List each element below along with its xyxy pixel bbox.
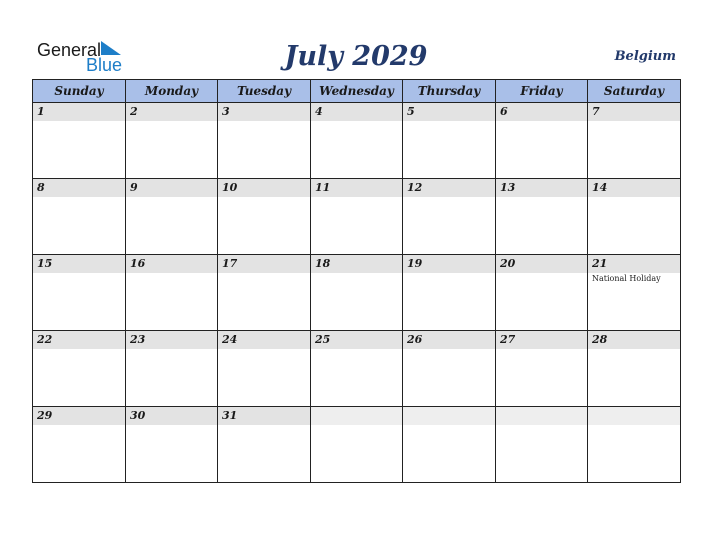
- calendar-title: July 2029: [284, 41, 428, 72]
- day-number: 30: [126, 407, 217, 425]
- day-number: 12: [403, 179, 495, 197]
- day-cell[interactable]: [33, 103, 126, 179]
- day-cell[interactable]: [496, 255, 588, 331]
- day-number: 14: [588, 179, 680, 197]
- day-number: 29: [33, 407, 125, 425]
- day-cell: [403, 407, 496, 483]
- day-number: 2: [126, 103, 217, 121]
- day-cell[interactable]: [403, 255, 496, 331]
- country-label: Belgium: [614, 49, 676, 64]
- day-cell[interactable]: [126, 331, 218, 407]
- holiday-event: National Holiday: [592, 274, 661, 283]
- calendar-grid: [32, 79, 681, 483]
- week-row: [33, 103, 681, 179]
- day-cell[interactable]: [126, 407, 218, 483]
- day-number: 3: [218, 103, 310, 121]
- day-cell[interactable]: [588, 255, 681, 331]
- week-row: [33, 255, 681, 331]
- weekday-header-sunday: Sunday: [33, 80, 126, 103]
- day-cell[interactable]: [311, 103, 403, 179]
- day-number: 31: [218, 407, 310, 425]
- weekday-header-monday: Monday: [126, 80, 218, 103]
- day-number: 4: [311, 103, 402, 121]
- day-cell: [311, 407, 403, 483]
- day-number: 9: [126, 179, 217, 197]
- day-cell[interactable]: [588, 331, 681, 407]
- weekday-header-tuesday: Tuesday: [218, 80, 311, 103]
- day-cell[interactable]: [496, 179, 588, 255]
- day-number: 15: [33, 255, 125, 273]
- day-number: 11: [311, 179, 402, 197]
- day-cell[interactable]: [218, 407, 311, 483]
- day-number: [496, 407, 587, 425]
- day-number: 6: [496, 103, 587, 121]
- week-row: [33, 179, 681, 255]
- week-row: [33, 331, 681, 407]
- day-cell[interactable]: [218, 179, 311, 255]
- day-number: 7: [588, 103, 680, 121]
- day-cell[interactable]: [403, 103, 496, 179]
- day-number: [311, 407, 402, 425]
- day-number: 19: [403, 255, 495, 273]
- day-cell[interactable]: [311, 255, 403, 331]
- weekday-header-row: [33, 80, 681, 103]
- week-row: [33, 407, 681, 483]
- day-cell[interactable]: [311, 331, 403, 407]
- day-number: 8: [33, 179, 125, 197]
- day-cell[interactable]: [218, 103, 311, 179]
- day-cell[interactable]: [496, 103, 588, 179]
- day-number: 23: [126, 331, 217, 349]
- day-number: 26: [403, 331, 495, 349]
- day-cell: [588, 407, 681, 483]
- day-number: [588, 407, 680, 425]
- day-number: 13: [496, 179, 587, 197]
- day-cell[interactable]: [311, 179, 403, 255]
- day-cell[interactable]: [588, 103, 681, 179]
- weekday-header-friday: Friday: [496, 80, 588, 103]
- day-number: 18: [311, 255, 402, 273]
- day-number: 21: [588, 255, 680, 273]
- day-number: 5: [403, 103, 495, 121]
- day-cell[interactable]: [33, 407, 126, 483]
- weekday-header-saturday: Saturday: [588, 80, 681, 103]
- day-number: 10: [218, 179, 310, 197]
- day-cell: [496, 407, 588, 483]
- day-cell[interactable]: [218, 255, 311, 331]
- day-number: 17: [218, 255, 310, 273]
- day-cell[interactable]: [33, 331, 126, 407]
- day-cell[interactable]: [403, 179, 496, 255]
- day-number: 25: [311, 331, 402, 349]
- day-cell[interactable]: [496, 331, 588, 407]
- weekday-header-thursday: Thursday: [403, 80, 496, 103]
- day-number: [403, 407, 495, 425]
- day-number: 27: [496, 331, 587, 349]
- day-cell[interactable]: [588, 179, 681, 255]
- day-number: 22: [33, 331, 125, 349]
- logo-text-general: General: [37, 40, 102, 60]
- day-cell[interactable]: [126, 255, 218, 331]
- day-number: 24: [218, 331, 310, 349]
- day-number: 16: [126, 255, 217, 273]
- day-cell[interactable]: [403, 331, 496, 407]
- weekday-header-wednesday: Wednesday: [311, 80, 403, 103]
- day-cell[interactable]: [33, 255, 126, 331]
- day-cell[interactable]: [126, 103, 218, 179]
- day-cell[interactable]: [33, 179, 126, 255]
- day-cell[interactable]: [218, 331, 311, 407]
- day-cell[interactable]: [126, 179, 218, 255]
- day-number: 1: [33, 103, 125, 121]
- day-number: 20: [496, 255, 587, 273]
- logo-text-blue: Blue: [86, 55, 123, 75]
- day-number: 28: [588, 331, 680, 349]
